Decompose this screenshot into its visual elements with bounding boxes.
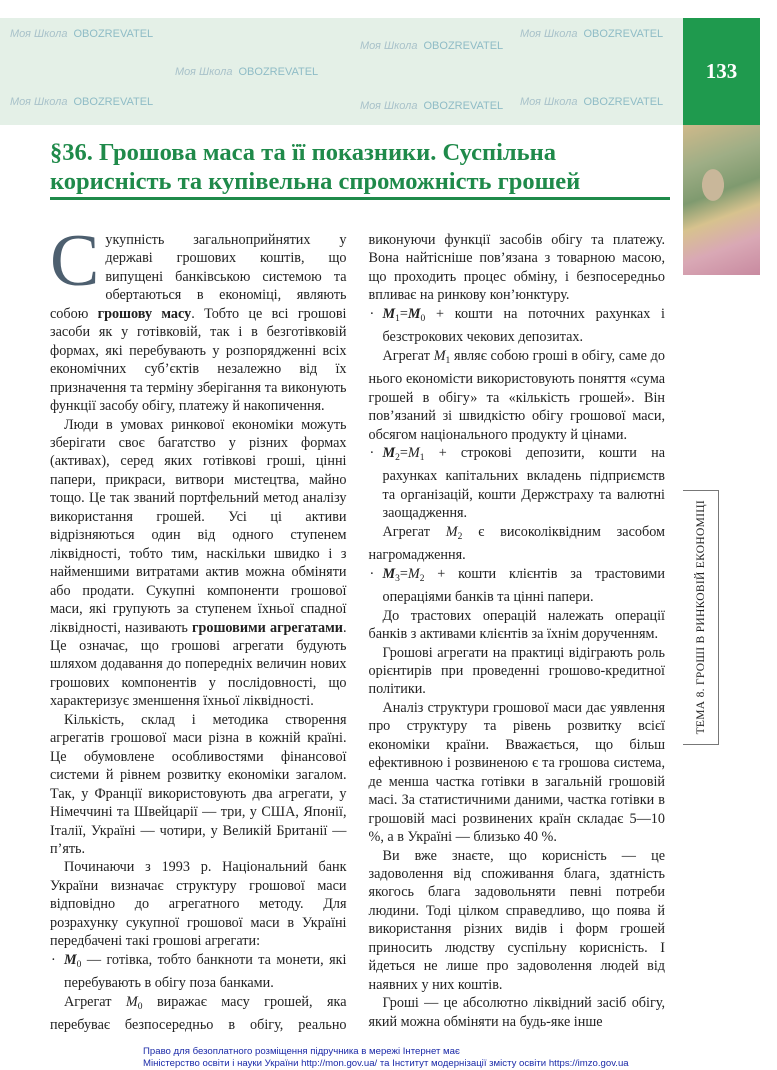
chapter-side-label	[683, 490, 719, 745]
watermark-brand: OBOZREVATEL	[423, 40, 504, 52]
title-underline	[50, 197, 670, 200]
page-number-text: 133	[705, 59, 738, 83]
drop-cap: С	[50, 220, 100, 302]
text-run: M	[382, 305, 396, 322]
text-run: Агрегат	[64, 993, 126, 1010]
subscript: 0	[420, 313, 426, 324]
subscript: 0	[76, 959, 82, 970]
subscript: 1	[419, 452, 425, 463]
paragraph	[369, 607, 666, 644]
content-area	[50, 220, 665, 1070]
bullet-item	[50, 951, 347, 993]
text-run: + строкові депозити, кошти на рахунках капітальних вкладень підприємств та організацій, кошти Держстраху та валютні заощадження.	[382, 444, 665, 522]
text-run: M	[407, 565, 420, 582]
text-run: M	[407, 305, 421, 322]
bullet-item	[369, 444, 666, 523]
body-text	[50, 220, 665, 1034]
text-run: — готівка, тобто банкноти та монети, які перебувають в обігу поза банками.	[64, 951, 347, 992]
page-number	[683, 18, 760, 125]
paragraph	[369, 644, 666, 699]
text-run: грошовими агрегатами	[192, 619, 343, 636]
text-run: =	[399, 444, 408, 461]
header-band	[0, 18, 683, 125]
watermark-brand: Моя Школа	[360, 40, 418, 52]
text-run: M	[382, 444, 396, 461]
text-run: =	[399, 565, 408, 582]
footer-line-1: Право для безоплатного розміщення підручника в мережі Інтернет має	[143, 1046, 460, 1058]
text-run: Агрегат	[382, 347, 434, 364]
text-run: . Тобто це всі грошові засоби як у готівковій, так і в безготівковій формах, які перебувають у розпорядженні всіх економічних суб’єктів незалежно від їх призначення та терміну зберігання та виконують функції засобу обігу, платежу й накопичення.	[50, 305, 347, 415]
watermark-brand: OBOZREVATEL	[423, 100, 504, 112]
page-title: §36. Грошова маса та її показники. Суспільна корисність та купівельна спроможність грошей	[50, 139, 581, 195]
bullet-icon: ·	[369, 565, 375, 582]
watermark-brand: OBOZREVATEL	[583, 28, 664, 40]
text-run: виражає масу грошей, яка перебуває безпосередньо в обігу, реально виконуючи функції засобів обігу та платежу. Вона найтісніше пов’язана з товарною масою, що проходить процес обміну, і безпосередньо впливає на ринкову кон’юнктуру.	[50, 232, 665, 1034]
paragraph	[50, 858, 347, 950]
text-run: являє собою гроші в обігу, саме до нього економісти використовують поняття «сума грошей в обігу» та «кількість грошей». Він пов’язаний зі швидкістю обігу грошової маси, обсягом національного продукту й цінами.	[368, 347, 665, 443]
bullet-icon: ·	[51, 951, 56, 968]
paragraph	[50, 711, 347, 859]
paragraph	[369, 347, 666, 444]
banknotes-image	[683, 125, 760, 275]
text-run: M	[433, 347, 446, 364]
paragraph	[50, 416, 347, 711]
subscript: 1	[445, 355, 451, 366]
watermark-brand: OBOZREVATEL	[583, 96, 664, 108]
subscript: 2	[395, 452, 400, 463]
text-run: =	[399, 305, 408, 322]
paragraph	[50, 220, 347, 416]
bullet-icon: ·	[369, 444, 375, 461]
text-run: M	[64, 951, 77, 968]
bullet-item	[369, 565, 666, 607]
watermark-brand: Моя Школа	[10, 96, 68, 108]
text-run: M	[125, 993, 138, 1010]
paragraph	[369, 847, 666, 995]
paragraph	[369, 994, 666, 1031]
subscript: 3	[395, 573, 400, 584]
subscript: 0	[137, 1001, 143, 1012]
chapter-label-text: ТЕМА 8. ГРОШІ В РИНКОВІЙ ЕКОНОМІЦІ	[694, 500, 707, 735]
text-run: Агрегат	[382, 523, 446, 540]
text-run: M	[407, 444, 420, 461]
watermark-brand: OBOZREVATEL	[238, 66, 319, 78]
footer-line-2: Міністерство освіти і науки України http://mon.gov.ua/ та Інститут модернізації змісту освіти https://imzo.gov.ua	[143, 1058, 629, 1070]
watermark-brand: Моя Школа	[10, 28, 68, 40]
watermark-brand: OBOZREVATEL	[73, 28, 154, 40]
text-run: Починаючи з 1993 р. Національний банк України визначає структуру грошової маси відповідно до агрегатного методу. Для розрахунку сукупної грошової маси в Україні передбачені такі грошові агрегати:	[50, 859, 347, 950]
watermark-brand: Моя Школа	[360, 100, 418, 112]
watermark-brand: OBOZREVATEL	[73, 96, 154, 108]
text-run: Грошові агрегати на практиці відіграють роль орієнтирів при проведенні грошово-кредитної політики.	[368, 644, 665, 698]
subscript: 2	[419, 573, 425, 584]
bullet-item	[369, 305, 666, 347]
text-run: + кошти на поточних рахунках і безстрокових чекових депозитах.	[382, 305, 665, 346]
watermark-brand: Моя Школа	[520, 96, 578, 108]
paragraph	[369, 699, 666, 847]
text-run: Ви вже знаєте, що корисність — це задоволення від споживання блага, здатність якогось блага задовольняти певні потреби людини. Тоді цілком справедливо, що поява й використання різних видів і форм грошей приносить людству суспільну корисність. І йдеться не лише про задоволення людей від наявних у них коштів.	[368, 847, 665, 993]
copyright-footer	[143, 1046, 663, 1070]
text-run: До трастових операцій належать операції банків з активами клієнтів за їхнім дорученням.	[368, 607, 665, 643]
text-run: Аналіз структури грошової маси дає уявлення про структуру та рівень розвитку всієї економіки країни. Вважається, що більш ефективною і розвиненою є та грошова система, де менша частка готівки в загальній грошовій масі. За статистичними даними, частка готівки в грошовій масі розвинених країн складає 5—10 %, а в Україні — близько 40 %.	[368, 699, 665, 846]
text-run: Гроші — це абсолютно ліквідний засіб обігу, який можна обміняти на будь-яке інше	[368, 995, 665, 1030]
text-run: + кошти клієнтів за трастовими операціями банків та цінні папери.	[382, 565, 665, 606]
text-run: грошову масу	[97, 305, 192, 322]
subscript: 2	[457, 531, 463, 542]
text-run: M	[382, 565, 396, 582]
text-run: укупність загальноприйнятих у державі грошових коштів, що випущені банківською системою та обертаються в економіці, являють собою	[50, 232, 347, 322]
text-run: Кількість, склад і методика створення агрегатів грошової маси різна в кожній країні. Це обумовлене особливостями фінансової системи й рівнем розвитку економіки загалом. Так, у Франції використовують два агрегати, у Німеччині та Швейцарії — три, у США, Японії, Італії, Україні — чотири, у Великій Британії — п’ять.	[50, 711, 347, 857]
text-run: є високоліквідним засобом нагромадження.	[368, 523, 665, 564]
text-run: M	[445, 523, 458, 540]
text-run: . Це означає, що грошові агрегати будують шляхом додавання до попередніх величин нових грошових компонентів у послідовності, що характеризує зменшення їхньої ліквідності.	[50, 619, 347, 710]
paragraph	[369, 523, 666, 565]
bullet-icon: ·	[369, 305, 375, 322]
subscript: 1	[395, 313, 400, 324]
watermark-brand: Моя Школа	[175, 66, 233, 78]
text-run: Люди в умовах ринкової економіки можуть зберігати своє багатство у різних формах (активах), серед яких готівкові гроші, цінні папери, прикраси, витвори мистецтва, майно тощо. Це так званий портфельний метод аналізу використання грошей. Усі ці активи відрізняються один від одного ступенем ліквідності, тобто тим, наскільки швидко і з найменшими витратами актив можна обміняти або продати. Сукупні компоненти грошової маси, які групують за ступенем їхньої спадної ліквідності, називають	[50, 416, 347, 636]
watermark-brand: Моя Школа	[520, 28, 578, 40]
